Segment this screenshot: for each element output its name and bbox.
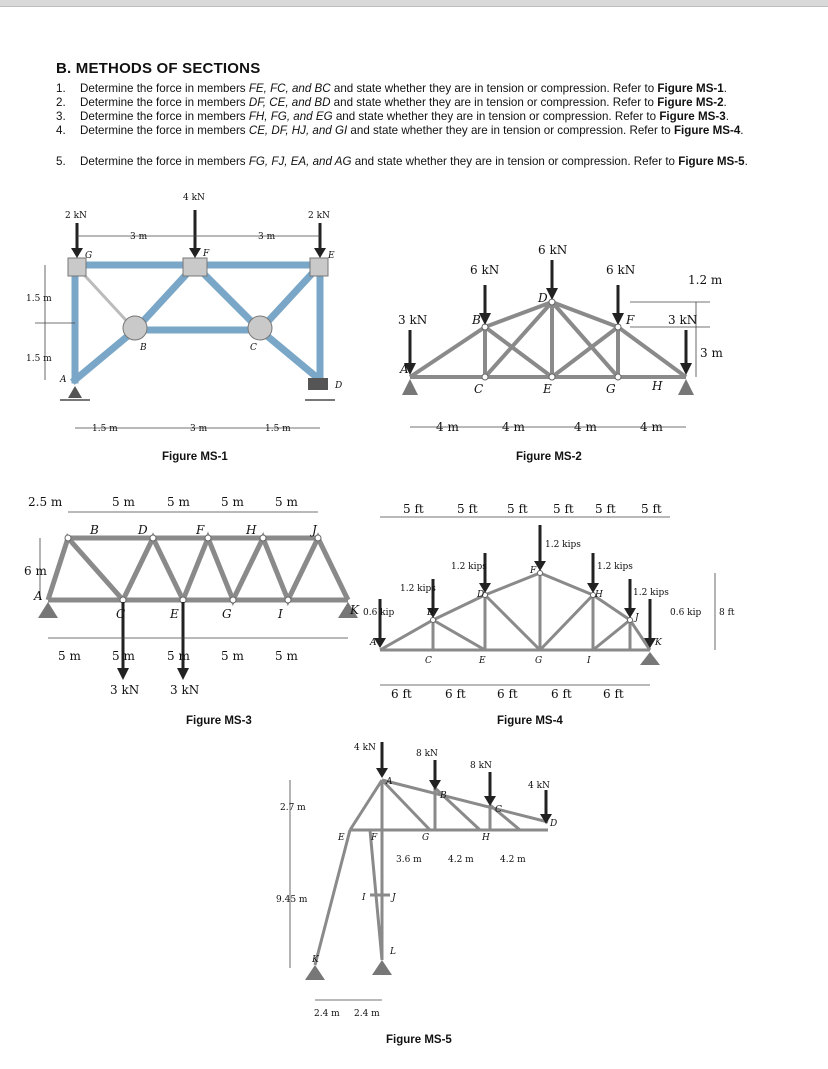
svg-text:F: F [196,523,205,537]
svg-text:1.2 kips: 1.2 kips [400,584,436,594]
figure-ms2 [390,240,730,440]
svg-text:F: F [530,566,537,576]
svg-text:6 kN: 6 kN [470,263,500,277]
svg-text:B: B [440,791,447,801]
svg-text:C: C [250,343,257,353]
svg-text:1.2 kips: 1.2 kips [597,562,633,572]
svg-text:A: A [34,589,43,603]
svg-text:2.4 m: 2.4 m [354,1009,380,1019]
svg-text:E: E [543,382,552,396]
svg-text:H: H [482,833,490,843]
svg-text:5 m: 5 m [58,649,81,663]
figure-ms1-caption: Figure MS-1 [162,451,228,463]
svg-text:9.45 m: 9.45 m [276,895,308,905]
svg-text:5 m: 5 m [167,649,190,663]
svg-text:5 m: 5 m [221,495,244,509]
figure-ms4-caption: Figure MS-4 [497,715,563,727]
svg-text:4 kN: 4 kN [528,781,550,791]
svg-text:3 m: 3 m [700,346,723,360]
svg-text:6 kN: 6 kN [538,243,568,257]
svg-text:D: D [335,381,343,391]
svg-text:B: B [140,343,147,353]
svg-text:G: G [422,833,430,843]
svg-text:1.5 m: 1.5 m [26,354,52,364]
svg-text:6 ft: 6 ft [445,687,466,701]
svg-text:B: B [427,608,434,618]
svg-text:4.2 m: 4.2 m [448,855,474,865]
svg-text:2 kN: 2 kN [308,211,330,221]
svg-text:E: E [338,833,345,843]
figure-ms1 [26,190,360,440]
svg-text:3 m: 3 m [258,232,276,242]
svg-text:3 m: 3 m [130,232,148,242]
svg-text:6 m: 6 m [24,564,47,578]
svg-text:1.5 m: 1.5 m [265,424,291,434]
svg-text:6 ft: 6 ft [551,687,572,701]
svg-text:5 ft: 5 ft [595,502,616,516]
svg-text:2.7 m: 2.7 m [280,803,306,813]
svg-text:K: K [655,638,662,648]
figure-ms2-caption: Figure MS-2 [516,451,582,463]
svg-text:3 m: 3 m [190,424,208,434]
svg-text:1.2 m: 1.2 m [688,273,723,287]
svg-text:G: G [222,607,232,621]
svg-text:4 m: 4 m [574,420,597,434]
figure-ms5-caption: Figure MS-5 [386,1034,452,1046]
figure-ms5 [270,740,580,1030]
svg-text:C: C [116,607,126,621]
svg-text:5 ft: 5 ft [403,502,424,516]
svg-text:F: F [371,833,378,843]
svg-text:H: H [595,590,603,600]
svg-text:6 ft: 6 ft [497,687,518,701]
svg-text:B: B [90,523,99,537]
svg-text:6 ft: 6 ft [391,687,412,701]
svg-text:1.2 kips: 1.2 kips [545,540,581,550]
figure-ms3 [24,490,370,700]
svg-text:C: C [474,382,484,396]
svg-text:1.5 m: 1.5 m [92,424,118,434]
svg-text:H: H [246,523,257,537]
svg-text:3 kN: 3 kN [668,313,698,327]
svg-text:5 m: 5 m [112,649,135,663]
svg-text:5 m: 5 m [275,649,298,663]
svg-text:K: K [350,603,359,617]
svg-text:G: G [535,656,543,666]
svg-text:C: C [425,656,432,666]
svg-text:8 kN: 8 kN [416,749,438,759]
figure-ms3-caption: Figure MS-3 [186,715,252,727]
svg-text:2 kN: 2 kN [65,211,87,221]
svg-text:5 ft: 5 ft [641,502,662,516]
svg-text:G: G [85,251,93,261]
svg-text:D: D [477,590,485,600]
svg-text:5 ft: 5 ft [507,502,528,516]
svg-text:E: E [479,656,486,666]
svg-text:5 m: 5 m [167,495,190,509]
svg-text:4.2 m: 4.2 m [500,855,526,865]
svg-text:5 m: 5 m [221,649,244,663]
svg-text:5 m: 5 m [275,495,298,509]
svg-text:A: A [386,777,393,787]
svg-text:B: B [472,313,481,327]
svg-text:4 m: 4 m [502,420,525,434]
svg-text:4 m: 4 m [640,420,663,434]
svg-text:K: K [312,955,319,965]
svg-text:G: G [606,382,616,396]
svg-text:1.5 m: 1.5 m [26,294,52,304]
svg-text:4 kN: 4 kN [354,743,376,753]
svg-text:J: J [635,613,639,623]
svg-text:I: I [587,656,591,666]
svg-text:A: A [60,375,67,385]
section-heading: B. METHODS OF SECTIONS [56,60,261,77]
svg-text:D: D [138,523,148,537]
svg-text:3 kN: 3 kN [398,313,428,327]
svg-text:3.6 m: 3.6 m [396,855,422,865]
svg-text:5 ft: 5 ft [457,502,478,516]
svg-text:3 kN: 3 kN [110,683,140,697]
figure-ms4 [365,495,745,705]
svg-text:F: F [626,313,635,327]
svg-text:I: I [362,893,366,903]
svg-text:6 ft: 6 ft [603,687,624,701]
svg-text:2.4 m: 2.4 m [314,1009,340,1019]
svg-text:D: D [550,819,558,829]
svg-text:A: A [370,638,377,648]
svg-text:L: L [390,947,396,957]
svg-text:8 ft: 8 ft [719,608,735,618]
svg-text:A: A [400,362,409,376]
svg-text:D: D [538,291,548,305]
svg-text:6 kN: 6 kN [606,263,636,277]
svg-text:E: E [328,251,335,261]
svg-text:4 m: 4 m [436,420,459,434]
svg-text:E: E [170,607,179,621]
svg-text:I: I [278,607,283,621]
svg-text:5 ft: 5 ft [553,502,574,516]
svg-text:1.2 kips: 1.2 kips [451,562,487,572]
window-top-bar [0,0,828,7]
svg-text:1.2 kips: 1.2 kips [633,588,669,598]
svg-text:C: C [495,805,502,815]
svg-text:F: F [203,249,210,259]
svg-text:J: J [312,523,317,537]
svg-text:J: J [392,893,396,903]
svg-text:H: H [652,379,663,393]
svg-text:2.5 m: 2.5 m [28,495,63,509]
svg-text:4 kN: 4 kN [183,193,205,203]
svg-text:5 m: 5 m [112,495,135,509]
svg-text:3 kN: 3 kN [170,683,200,697]
svg-text:0.6 kip: 0.6 kip [670,608,702,618]
svg-text:0.6 kip: 0.6 kip [363,608,395,618]
svg-text:8 kN: 8 kN [470,761,492,771]
